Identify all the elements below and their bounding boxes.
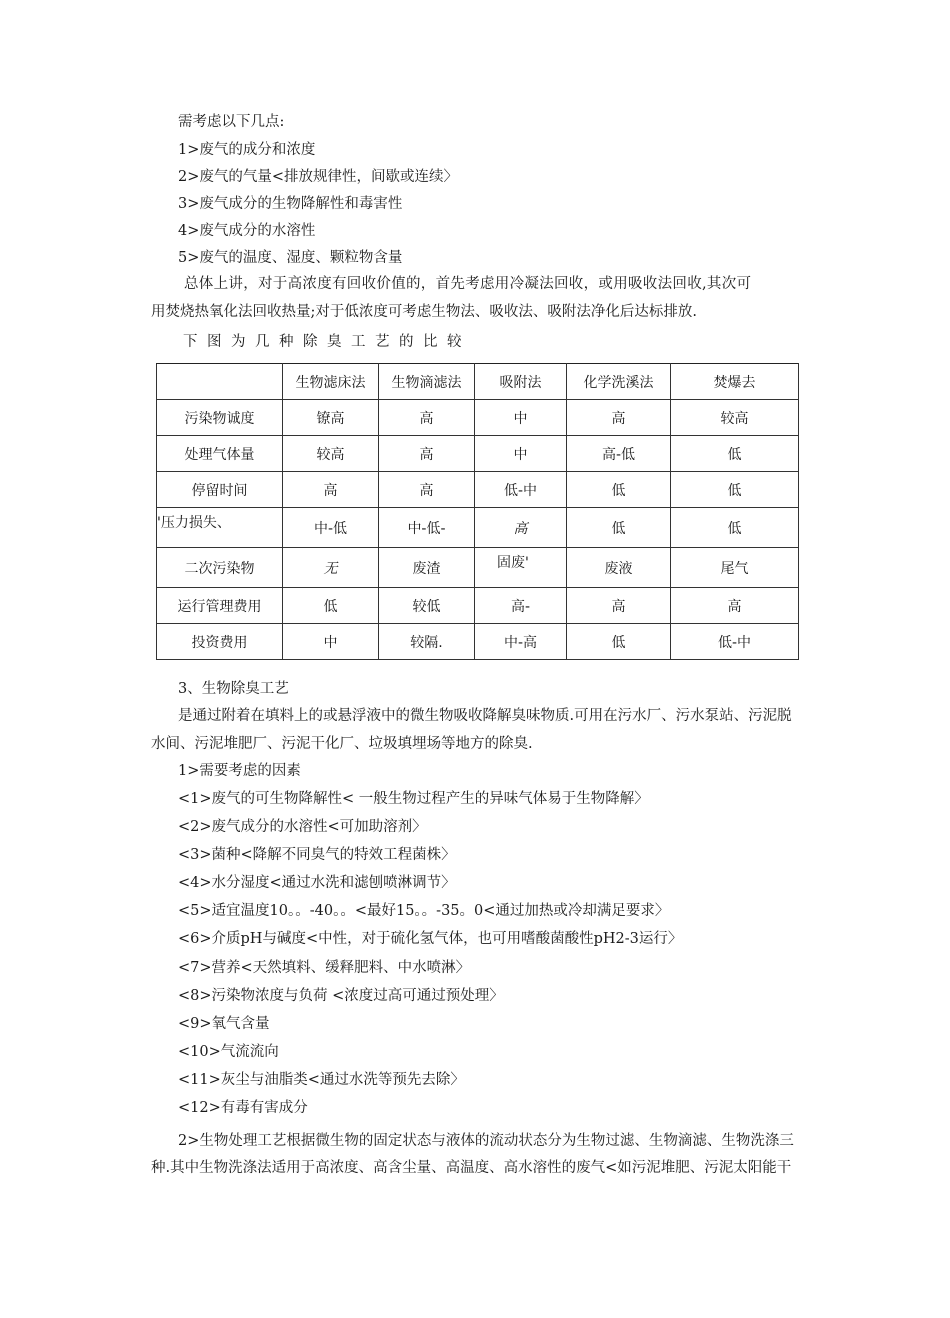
table-cell: 低: [567, 624, 671, 660]
table-row: [157, 588, 799, 624]
intro-line: 3>废气成分的生物降解性和毒害性: [178, 196, 403, 212]
row-label: 污染物诚度: [157, 400, 283, 436]
header-cell: 生物滤床法: [283, 364, 379, 400]
table-cell: 低: [567, 472, 671, 508]
intro-line: 2>废气的气量<排放规律性，间歇或连续〉: [178, 169, 459, 185]
factor-item: <11>灰尘与油脂类<通过水洗等预先去除〉: [178, 1072, 465, 1088]
process-line: 2>生物处理工艺根据微生物的固定状态与液体的流动状态分为生物过滤、生物滴滤、生物洗涤三: [178, 1133, 794, 1149]
factor-item: <5>适宜温度10。。-40。。<最好15。。-35。0<通过加热或冷却满足要求〉: [178, 903, 670, 919]
table-cell: 低: [671, 508, 799, 548]
row-label: 停留时间: [157, 472, 283, 508]
table-cell: 低: [671, 472, 799, 508]
table-cell: 低-中: [475, 472, 567, 508]
table-cell: 高: [283, 472, 379, 508]
table-cell: 尾气: [671, 548, 799, 588]
table-row: [157, 400, 799, 436]
table-cell: 低: [567, 508, 671, 548]
process-line: 种.其中生物洗涤法适用于高浓度、高含尘量、高温度、高水溶性的废气<如污泥堆肥、污泥太阳能干: [151, 1160, 792, 1176]
table-cell: 中-低-: [379, 508, 475, 548]
header-cell: 生物滴滤法: [379, 364, 475, 400]
table-cell: 高-: [475, 588, 567, 624]
table-cell: 中-高: [475, 624, 567, 660]
intro-line: 1>废气的成分和浓度: [178, 142, 316, 158]
table-header-row: [157, 364, 799, 400]
table-cell: 较低: [379, 588, 475, 624]
table-cell: 废渣: [379, 548, 475, 588]
factor-item: <9>氧气含量: [178, 1016, 270, 1032]
header-cell: 化学洗溪法: [567, 364, 671, 400]
table-cell: 中: [475, 400, 567, 436]
table-cell: 中: [283, 624, 379, 660]
section-desc-line: 是通过附着在填料上的或悬浮液中的微生物吸收降解臭味物质.可用在污水厂、污水泵站、污泥脱: [178, 708, 792, 724]
table-cell: 低-中: [671, 624, 799, 660]
row-label: '压力损失、: [157, 508, 283, 548]
table-cell: 镣高: [283, 400, 379, 436]
table-cell: 固废': [475, 548, 567, 588]
section-title: 3、生物除臭工艺: [178, 681, 289, 697]
header-cell: 吸附法: [475, 364, 567, 400]
factor-item: <7>营养<天然填料、缓释肥料、中水喷淋〉: [178, 960, 471, 976]
table-row: [157, 548, 799, 588]
row-label: 运行管理费用: [157, 588, 283, 624]
table-cell: 较高: [283, 436, 379, 472]
row-label: 二次污染物: [157, 548, 283, 588]
intro-line: 4>废气成分的水溶性: [178, 223, 316, 239]
table-cell: 高: [379, 400, 475, 436]
table-cell: 低: [283, 588, 379, 624]
table-cell: 高: [475, 508, 567, 548]
summary-line: 总体上讲，对于高浓度有回收价值的，首先考虑用冷凝法回收，或用吸收法回收,其次可: [184, 276, 752, 292]
row-label: 处理气体量: [157, 436, 283, 472]
table-cell: 低: [671, 436, 799, 472]
table-row: [157, 508, 799, 548]
row-label: 投资费用: [157, 624, 283, 660]
table-cell: 较隔.: [379, 624, 475, 660]
header-cell: 焚爆去: [671, 364, 799, 400]
factor-item: <12>有毒有害成分: [178, 1100, 308, 1116]
intro-line: 5>废气的温度、湿度、颗粒物含量: [178, 250, 403, 266]
factor-item: <6>介质pH与碱度<中性，对于硫化氢气体，也可用嗜酸菌酸性pH2-3运行〉: [178, 931, 683, 947]
table-row: [157, 472, 799, 508]
intro-line: 需考虑以下几点:: [178, 114, 285, 130]
table-row: [157, 624, 799, 660]
table-cell: 高: [379, 436, 475, 472]
factor-item: <4>水分湿度<通过水洗和滤刨喷淋调节〉: [178, 875, 456, 891]
factor-item: <1>废气的可生物降解性< 一般生物过程产生的异味气体易于生物降解〉: [178, 791, 649, 807]
summary-line: 用焚烧热氧化法回收热量;对于低浓度可考虑生物法、吸收法、吸附法净化后达标排放.: [151, 304, 697, 320]
table-cell: 无: [283, 548, 379, 588]
table-cell: 高-低: [567, 436, 671, 472]
table-cell: 中-低: [283, 508, 379, 548]
table-cell: 中: [475, 436, 567, 472]
table-cell: 高: [379, 472, 475, 508]
table-cell: 废液: [567, 548, 671, 588]
section-desc-line: 水间、污泥堆肥厂、污泥干化厂、垃圾填埋场等地方的除臭.: [151, 736, 533, 752]
header-cell: [157, 364, 283, 400]
table-cell: 高: [567, 400, 671, 436]
factor-item: <10>气流流向: [178, 1044, 279, 1060]
table-cell: 高: [671, 588, 799, 624]
factor-item: <2>废气成分的水溶性<可加助溶剂〉: [178, 819, 427, 835]
table-cell: 较高: [671, 400, 799, 436]
factor-item: <8>污染物浓度与负荷 <浓度过高可通过预处理〉: [178, 988, 504, 1004]
table-caption: 下图为几种除臭工艺的比较: [183, 334, 471, 350]
table-cell: 高: [567, 588, 671, 624]
factor-item: <3>菌种<降解不同臭气的特效工程菌株〉: [178, 847, 456, 863]
table-row: [157, 436, 799, 472]
comparison-table: [156, 363, 799, 660]
factors-title: 1>需要考虑的因素: [178, 763, 301, 779]
